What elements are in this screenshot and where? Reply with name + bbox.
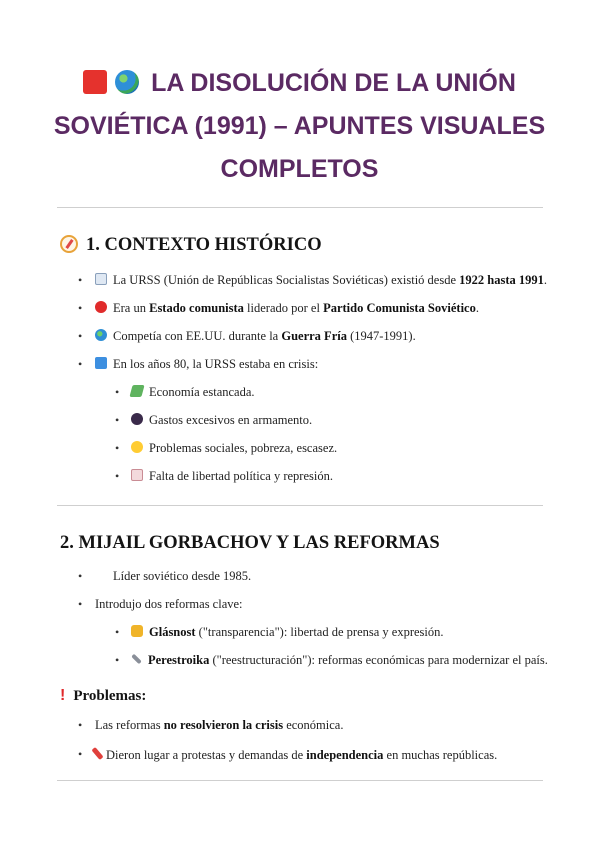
bullet: • bbox=[78, 569, 83, 583]
list-item: Las reformas no resolvieron la crisis económica. bbox=[95, 718, 344, 732]
sub-list-item: Perestroika ("reestructuración"): reformas económicas para modernizar el país. bbox=[131, 653, 548, 668]
bullet: • bbox=[78, 357, 83, 371]
globe-icon bbox=[95, 329, 107, 341]
red-square-icon bbox=[83, 70, 107, 94]
globe-icon bbox=[115, 70, 139, 94]
list-item: La URSS (Unión de Repúblicas Socialistas Soviéticas) existió desde 1922 hasta 1991. bbox=[95, 273, 547, 288]
sub-list-item: Glásnost ("transparencia"): libertad de prensa y expresión. bbox=[131, 625, 444, 640]
page-title bbox=[30, 62, 569, 191]
dynamite-icon bbox=[91, 747, 103, 760]
section-heading-gorbachov: 2. MIJAIL GORBACHOV Y LAS REFORMAS bbox=[60, 533, 440, 553]
list-item: Líder soviético desde 1985. bbox=[113, 569, 252, 583]
bullet: • bbox=[78, 329, 83, 343]
mask-face-icon bbox=[131, 441, 143, 453]
list-item: Era un Estado comunista liderado por el Partido Comunista Soviético. bbox=[95, 301, 479, 316]
sub-list-item: Falta de libertad política y represión. bbox=[131, 469, 333, 484]
bullet: • bbox=[115, 469, 120, 483]
bullet: • bbox=[115, 653, 120, 667]
list-item: Competía con EE.UU. durante la Guerra Fría (1947-1991). bbox=[95, 329, 416, 344]
bullet: • bbox=[78, 273, 83, 287]
title-line-1: LA DISOLUCIÓN DE LA UNIÓN bbox=[151, 69, 516, 97]
sub-list-item: Gastos excesivos en armamento. bbox=[131, 413, 312, 428]
bullet: • bbox=[115, 385, 120, 399]
tools-icon bbox=[131, 654, 142, 665]
lock-icon bbox=[131, 625, 143, 637]
bomb-icon bbox=[131, 413, 143, 425]
bullet: • bbox=[115, 413, 120, 427]
problems-heading: ! Problemas: bbox=[60, 687, 147, 704]
exclamation-icon: ! bbox=[60, 687, 66, 704]
package-icon bbox=[95, 357, 107, 369]
list-item: En los años 80, la URSS estaba en crisis: bbox=[95, 357, 318, 372]
divider bbox=[57, 505, 543, 506]
section-heading-contexto bbox=[60, 235, 322, 256]
list-item: Dieron lugar a protestas y demandas de independencia en muchas repúblicas. bbox=[95, 747, 497, 763]
section-heading-text: 1. CONTEXTO HISTÓRICO bbox=[86, 235, 322, 255]
red-circle-icon bbox=[95, 301, 107, 313]
divider bbox=[57, 207, 543, 208]
title-line-3: COMPLETOS bbox=[220, 155, 379, 183]
bullet: • bbox=[78, 718, 83, 732]
divider bbox=[57, 780, 543, 781]
list-item: Introdujo dos reformas clave: bbox=[95, 597, 243, 611]
bullet: • bbox=[78, 301, 83, 315]
bullet: • bbox=[115, 441, 120, 455]
bullet: • bbox=[78, 747, 83, 761]
sub-list-item: Economía estancada. bbox=[131, 385, 255, 400]
chart-down-icon bbox=[131, 469, 143, 481]
sub-list-item: Problemas sociales, pobreza, escasez. bbox=[131, 441, 337, 456]
money-icon bbox=[129, 385, 144, 397]
bullet: • bbox=[115, 625, 120, 639]
title-line-2: SOVIÉTICA (1991) – APUNTES VISUALES bbox=[53, 112, 546, 140]
calendar-icon bbox=[95, 273, 107, 285]
bullet: • bbox=[78, 597, 83, 611]
compass-icon bbox=[60, 235, 78, 253]
